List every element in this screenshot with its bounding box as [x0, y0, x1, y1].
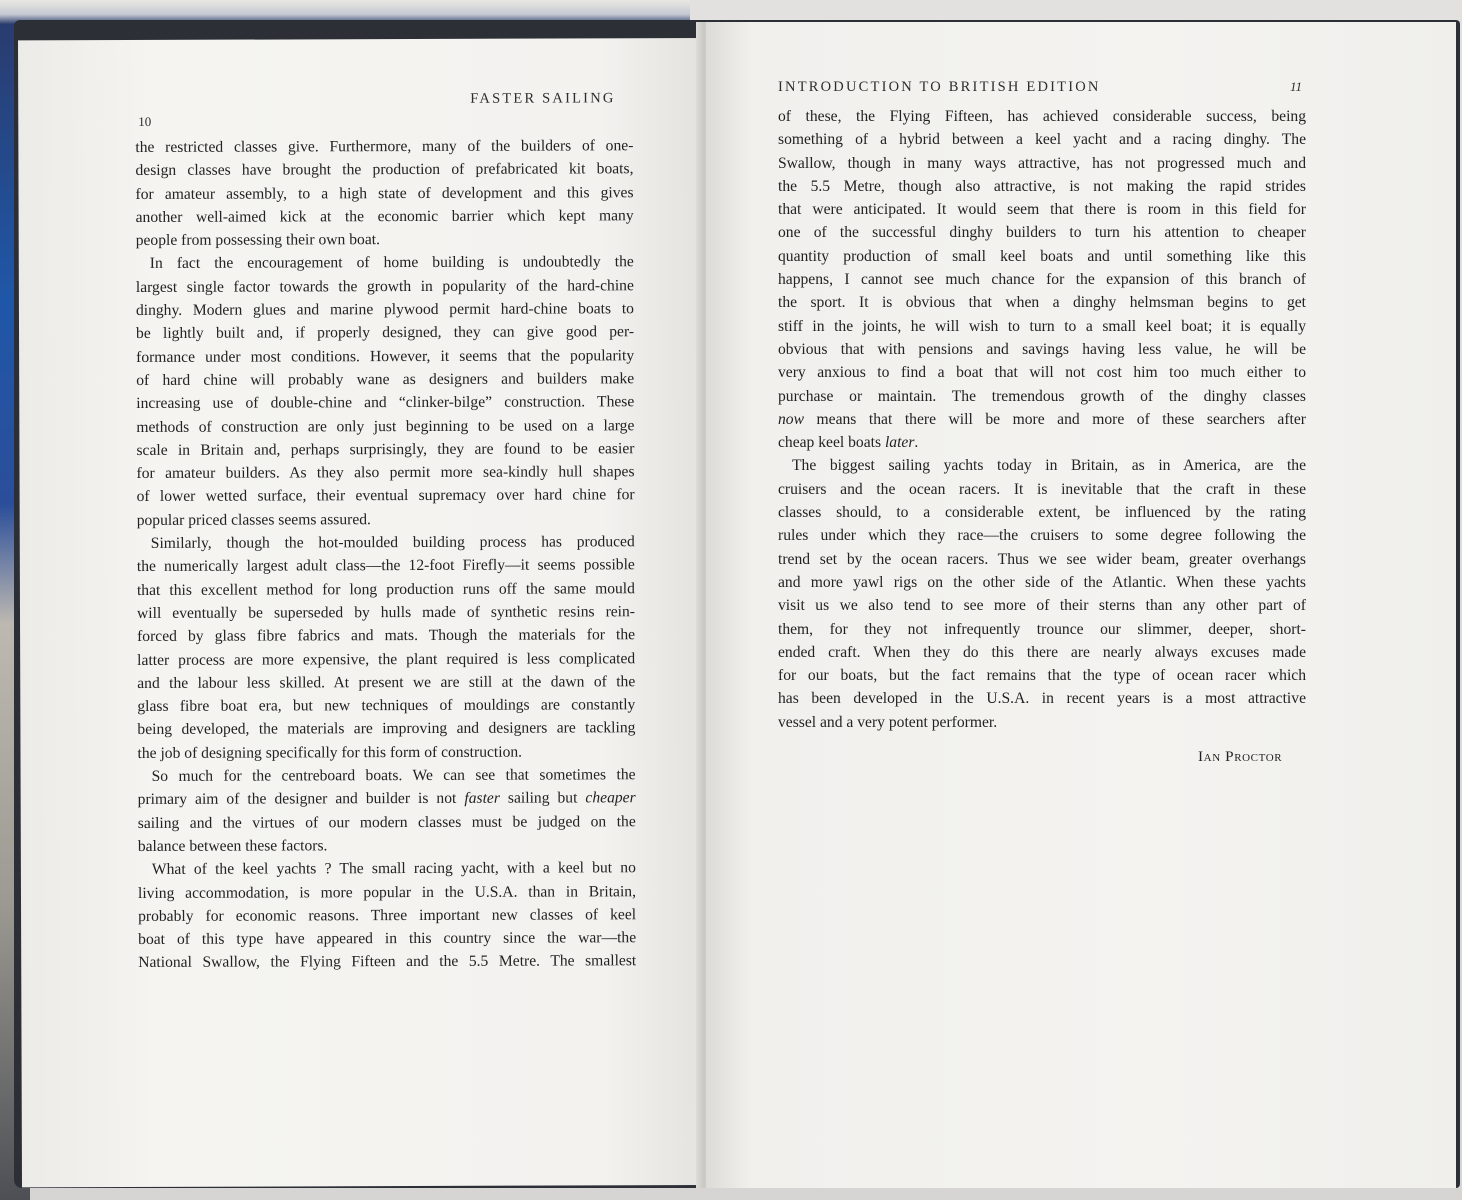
text-line: the restricted classes give. Furthermore, many of the builders of one- — [135, 137, 634, 156]
left-running-head: FASTER SAILING — [470, 90, 616, 107]
text-line: the 5.5 Metre, though also attractive, is not making the rapid strides — [778, 177, 1306, 195]
text-line: visit us we also tend to see more of their sterns than any other part of — [778, 597, 1306, 615]
text-line: vessel and a very potent performer. — [778, 713, 998, 731]
text-line: cruisers and the ocean racers. It is inevitable that the craft in these — [778, 480, 1306, 498]
text-line: the numerically largest adult class—the 12-foot Firefly—it seems possible — [136, 556, 635, 576]
text-line: of lower wetted surface, their eventual supremacy over hard chine for — [136, 486, 635, 506]
text-line: scale in Britain and, perhaps surprisingly, they are found to be easier — [136, 440, 635, 459]
text-line: now means that there will be more and more of these searchers after — [778, 410, 1306, 428]
text-line: stiff in the joints, he will wish to turn to a small keel boat; it is equally — [778, 317, 1306, 335]
text-line: classes should, to a considerable extent, be influenced by the rating — [778, 504, 1306, 522]
text-line: design classes have brought the production of prefabricated kit boats, — [135, 160, 634, 180]
text-line: being developed, the materials are improving and designers are tackling — [137, 719, 636, 739]
text-line: something of a hybrid between a keel yacht and a racing dinghy. The — [778, 131, 1306, 149]
text-line: What of the keel yachts ? The small racing yacht, with a keel but no — [151, 859, 636, 879]
left-page-number: 10 — [138, 113, 152, 129]
text-line: obvious that with pensions and savings having less value, he will be — [778, 340, 1306, 358]
text-line: for our boats, but the fact remains that the type of ocean racer which — [778, 667, 1306, 685]
right-page-number: 11 — [1290, 79, 1303, 94]
text-line: and more yawl rigs on the other side of the Atlantic. When these yachts — [778, 573, 1306, 591]
text-line: balance between these factors. — [137, 837, 328, 855]
text-line: forced by glass fibre fabrics and mats. Though the materials for the — [137, 626, 636, 646]
text-line: The biggest sailing yachts today in Britain, as in America, are the — [792, 457, 1306, 475]
text-line: cheap keel boats later. — [778, 434, 919, 452]
text-line: glass fibre boat era, but new techniques of mouldings are constantly — [137, 696, 636, 716]
text-line: largest single factor towards the growth in popularity of the hard-chine — [135, 277, 634, 296]
text-line: for amateur builders. As they also permit more sea-kindly hull shapes — [136, 463, 635, 483]
text-line: popular priced classes seems assured. — [136, 510, 371, 529]
text-line: In fact the encouragement of home building is undoubtedly the — [149, 253, 634, 273]
text-line: primary aim of the designer and builder is not faster sailing but cheaper — [137, 789, 636, 809]
text-line: trend set by the ocean racers. Thus we see wider beam, greater overhangs — [778, 550, 1306, 568]
text-line: the job of designing specifically for this form of construction. — [137, 743, 523, 762]
text-line: living accommodation, is more popular in the U.S.A. than in Britain, — [137, 882, 637, 902]
text-line: dinghy. Modern glues and marine plywood permit hard-chine boats to — [135, 300, 634, 320]
text-line: that this excellent method for long production runs off the same mould — [136, 579, 635, 599]
paragraph — [138, 856, 636, 974]
paragraph — [136, 251, 635, 532]
text-line: boat of this type have appeared in this country since the war—the — [138, 929, 637, 949]
text-line: one of the successful dinghy builders to turn his attention to cheaper — [778, 224, 1306, 242]
text-line: and the labour less skilled. At present we are still at the dawn of the — [137, 673, 636, 692]
right-running-head: INTRODUCTION TO BRITISH EDITION — [778, 79, 1101, 95]
text-line: another well-aimed kick at the economic barrier which kept many — [135, 207, 634, 226]
text-line: Similarly, though the hot-moulded building process has produced — [150, 533, 635, 552]
text-line: rules under which they race—the cruisers to some degree following the — [778, 527, 1306, 545]
text-line: very anxious to find a boat that will not cost him too much either to — [778, 364, 1306, 382]
right-page — [706, 22, 1456, 1188]
text-line: of these, the Flying Fifteen, has achieved considerable success, being — [778, 108, 1306, 125]
text-line: people from possessing their own boat. — [135, 231, 380, 250]
text-line: latter process are more expensive, the plant required is less complicated — [137, 649, 636, 669]
text-line: that were anticipated. It would seem that there is room in this field for — [778, 201, 1306, 219]
text-line: So much for the centreboard boats. We can see that sometimes the — [151, 766, 636, 785]
text-line: will eventually be superseded by hulls made of synthetic resins rein- — [136, 603, 636, 622]
text-line: ended craft. When they do this there are nearly always excuses made — [778, 643, 1306, 661]
text-line: probably for economic reasons. Three important new classes of keel — [138, 906, 637, 925]
text-line: formance under most conditions. However, it seems that the popularity — [136, 346, 635, 366]
paragraph — [135, 134, 633, 252]
text-line: Swallow, though in many ways attractive, has not progressed much and — [778, 154, 1306, 172]
paragraph — [778, 454, 1306, 734]
paragraph — [137, 530, 636, 765]
left-page-body — [135, 134, 636, 974]
text-line: has been developed in the U.S.A. in recent years is a most attractive — [778, 690, 1306, 708]
text-line: methods of construction are only just beginning to be used on a large — [136, 416, 635, 436]
text-line: for amateur assembly, to a high state of development and this gives — [135, 183, 634, 203]
author-name: Ian Proctor — [1198, 748, 1283, 765]
paragraph — [778, 105, 1306, 454]
author-signature — [1198, 748, 1282, 766]
text-line: of hard chine will probably wane as designers and builders make — [136, 370, 635, 389]
text-line: quantity production of small keel boats and until something like this — [778, 247, 1306, 265]
text-line: sailing and the virtues of our modern classes must be judged on the — [137, 812, 636, 832]
text-line: them, for they not infrequently trounce our slimmer, deeper, short- — [778, 620, 1306, 638]
text-line: be lightly built and, if properly designed, they can give good per- — [135, 323, 635, 343]
text-line: National Swallow, the Flying Fifteen and the 5.5 Metre. The smallest — [138, 952, 637, 972]
paragraph — [138, 763, 636, 858]
right-page-body — [778, 105, 1306, 734]
left-page — [18, 38, 706, 1187]
text-line: happens, I cannot see much chance for the expansion of this branch of — [778, 271, 1306, 289]
text-line: the sport. It is obvious that when a dinghy helmsman begins to get — [778, 294, 1306, 312]
text-line: increasing use of double-chine and “clinker-bilge” construction. These — [136, 393, 635, 413]
text-line: purchase or maintain. The tremendous growth of the dinghy classes — [778, 387, 1306, 405]
